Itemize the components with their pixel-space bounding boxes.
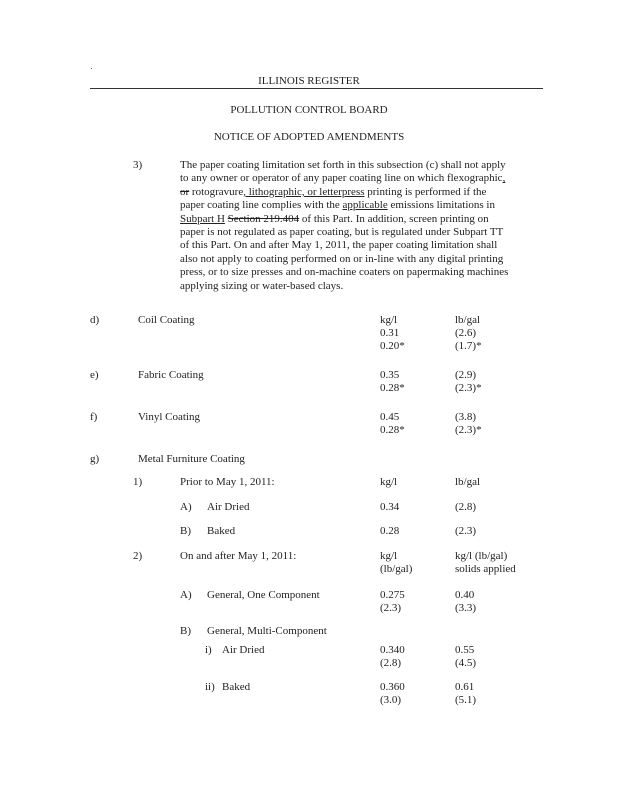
kg-per-l-value: 0.28	[380, 525, 400, 537]
item-label: i)	[205, 644, 212, 656]
item-name: Vinyl Coating	[138, 411, 200, 423]
item-label: d)	[90, 314, 100, 326]
kg-per-l-value: 0.35	[380, 369, 400, 381]
text-segment: The paper coating limitation set forth in this subsection (c) shall not apply	[180, 159, 506, 171]
inserted-text: ,	[502, 172, 506, 185]
kg-per-l-value: 0.28*	[380, 382, 405, 394]
item-name: Prior to May 1, 2011:	[180, 476, 275, 488]
item-name: Coil Coating	[138, 314, 195, 326]
item-name: General, One Component	[207, 589, 320, 601]
deleted-text: Section 219.404	[227, 212, 300, 225]
text-segment: rotogravure	[189, 185, 244, 198]
text-segment: of this Part. In addition, screen printing on	[299, 212, 489, 225]
notice-title: NOTICE OF ADOPTED AMENDMENTS	[213, 131, 405, 143]
text-segment: to any owner or operator of any paper coating line on which flexographic	[180, 172, 503, 185]
item-label: g)	[90, 453, 100, 465]
inserted-text: , lithographic, or letterpress	[243, 185, 365, 198]
lb-per-gal-value: (2.3)	[455, 525, 477, 537]
paragraph-line	[180, 253, 560, 266]
paragraph-line	[180, 226, 560, 239]
kg-per-l-value: 0.31	[380, 327, 400, 339]
kg-per-l-value: 0.275	[380, 589, 405, 601]
inserted-text: applicable	[342, 199, 388, 212]
paragraph-line	[180, 186, 560, 199]
item-name: Air Dried	[207, 501, 250, 513]
lb-per-gal-value: (3.8)	[455, 411, 477, 423]
lb-per-gal-value: (5.1)	[455, 694, 477, 706]
lb-per-gal-value: 0.40	[455, 589, 475, 601]
kg-per-l-value: 0.340	[380, 644, 405, 656]
kg-per-l-value: kg/l	[380, 476, 398, 488]
lb-per-gal-value: (2.3)*	[455, 382, 482, 394]
lb-per-gal-value: 0.61	[455, 681, 475, 693]
kg-per-l-value: (2.8)	[380, 657, 402, 669]
item-label: 1)	[133, 476, 143, 488]
paragraph-label: 3)	[133, 159, 143, 171]
paragraph-line	[180, 199, 560, 212]
item-label: f)	[90, 411, 98, 423]
header-rule	[90, 88, 543, 89]
lb-per-gal-value: kg/l (lb/gal)	[455, 550, 508, 562]
kg-per-l-value: kg/l	[380, 550, 398, 562]
text-segment: paper coating line complies with the	[180, 199, 343, 212]
paragraph-line	[180, 266, 560, 279]
lb-per-gal-value: lb/gal	[455, 314, 481, 326]
item-label: A)	[180, 501, 192, 513]
deleted-text: or	[180, 185, 190, 198]
item-label: e)	[90, 369, 99, 381]
text-segment: press, or to size presses and on-machine coaters on papermaking machines	[180, 266, 509, 279]
item-label: A)	[180, 589, 192, 601]
inserted-text: Subpart H	[180, 212, 225, 225]
lb-per-gal-value: 0.55	[455, 644, 475, 656]
kg-per-l-value: (2.3)	[380, 602, 402, 614]
paragraph-line	[180, 280, 560, 293]
kg-per-l-value: (lb/gal)	[380, 563, 413, 575]
lb-per-gal-value: solids applied	[455, 563, 516, 575]
text-segment: printing is performed if the	[364, 185, 487, 198]
kg-per-l-value: 0.28*	[380, 424, 405, 436]
item-label: ii)	[205, 681, 215, 693]
paragraph-3-text	[180, 159, 560, 293]
lb-per-gal-value: (1.7)*	[455, 340, 482, 352]
board-title: POLLUTION CONTROL BOARD	[230, 104, 388, 116]
lb-per-gal-value: (2.8)	[455, 501, 477, 513]
lb-per-gal-value: lb/gal	[455, 476, 481, 488]
text-segment: also not apply to coating performed on or in-line with any digital printing	[180, 252, 504, 265]
lb-per-gal-value: (3.3)	[455, 602, 477, 614]
text-segment: paper is not regulated as paper coating, but is regulated under Subpart TT	[180, 226, 504, 239]
kg-per-l-value: 0.34	[380, 501, 400, 513]
paragraph-line	[180, 172, 560, 185]
item-label: B)	[180, 525, 191, 537]
paragraph-line	[180, 239, 560, 252]
text-segment: emissions limitations in	[387, 199, 495, 212]
item-label: B)	[180, 625, 191, 637]
register-title: ILLINOIS REGISTER	[258, 75, 360, 87]
text-segment: of this Part. On and after May 1, 2011, the paper coating limitation shall	[180, 239, 498, 252]
text-segment: applying sizing or water-based clays.	[180, 279, 344, 292]
item-name: Baked	[222, 681, 251, 693]
item-name: Air Dried	[222, 644, 265, 656]
lb-per-gal-value: (4.5)	[455, 657, 477, 669]
paragraph-line	[180, 159, 560, 172]
item-name: General, Multi-Component	[207, 625, 327, 637]
kg-per-l-value: 0.45	[380, 411, 400, 423]
kg-per-l-value: (3.0)	[380, 694, 402, 706]
item-name: Fabric Coating	[138, 369, 204, 381]
kg-per-l-value: 0.20*	[380, 340, 405, 352]
paragraph-line	[180, 213, 560, 226]
scan-speck	[91, 68, 92, 69]
kg-per-l-value: kg/l	[380, 314, 398, 326]
item-name: On and after May 1, 2011:	[180, 550, 297, 562]
item-label: 2)	[133, 550, 143, 562]
lb-per-gal-value: (2.9)	[455, 369, 477, 381]
item-name: Baked	[207, 525, 236, 537]
kg-per-l-value: 0.360	[380, 681, 405, 693]
lb-per-gal-value: (2.6)	[455, 327, 477, 339]
item-name: Metal Furniture Coating	[138, 453, 245, 465]
lb-per-gal-value: (2.3)*	[455, 424, 482, 436]
